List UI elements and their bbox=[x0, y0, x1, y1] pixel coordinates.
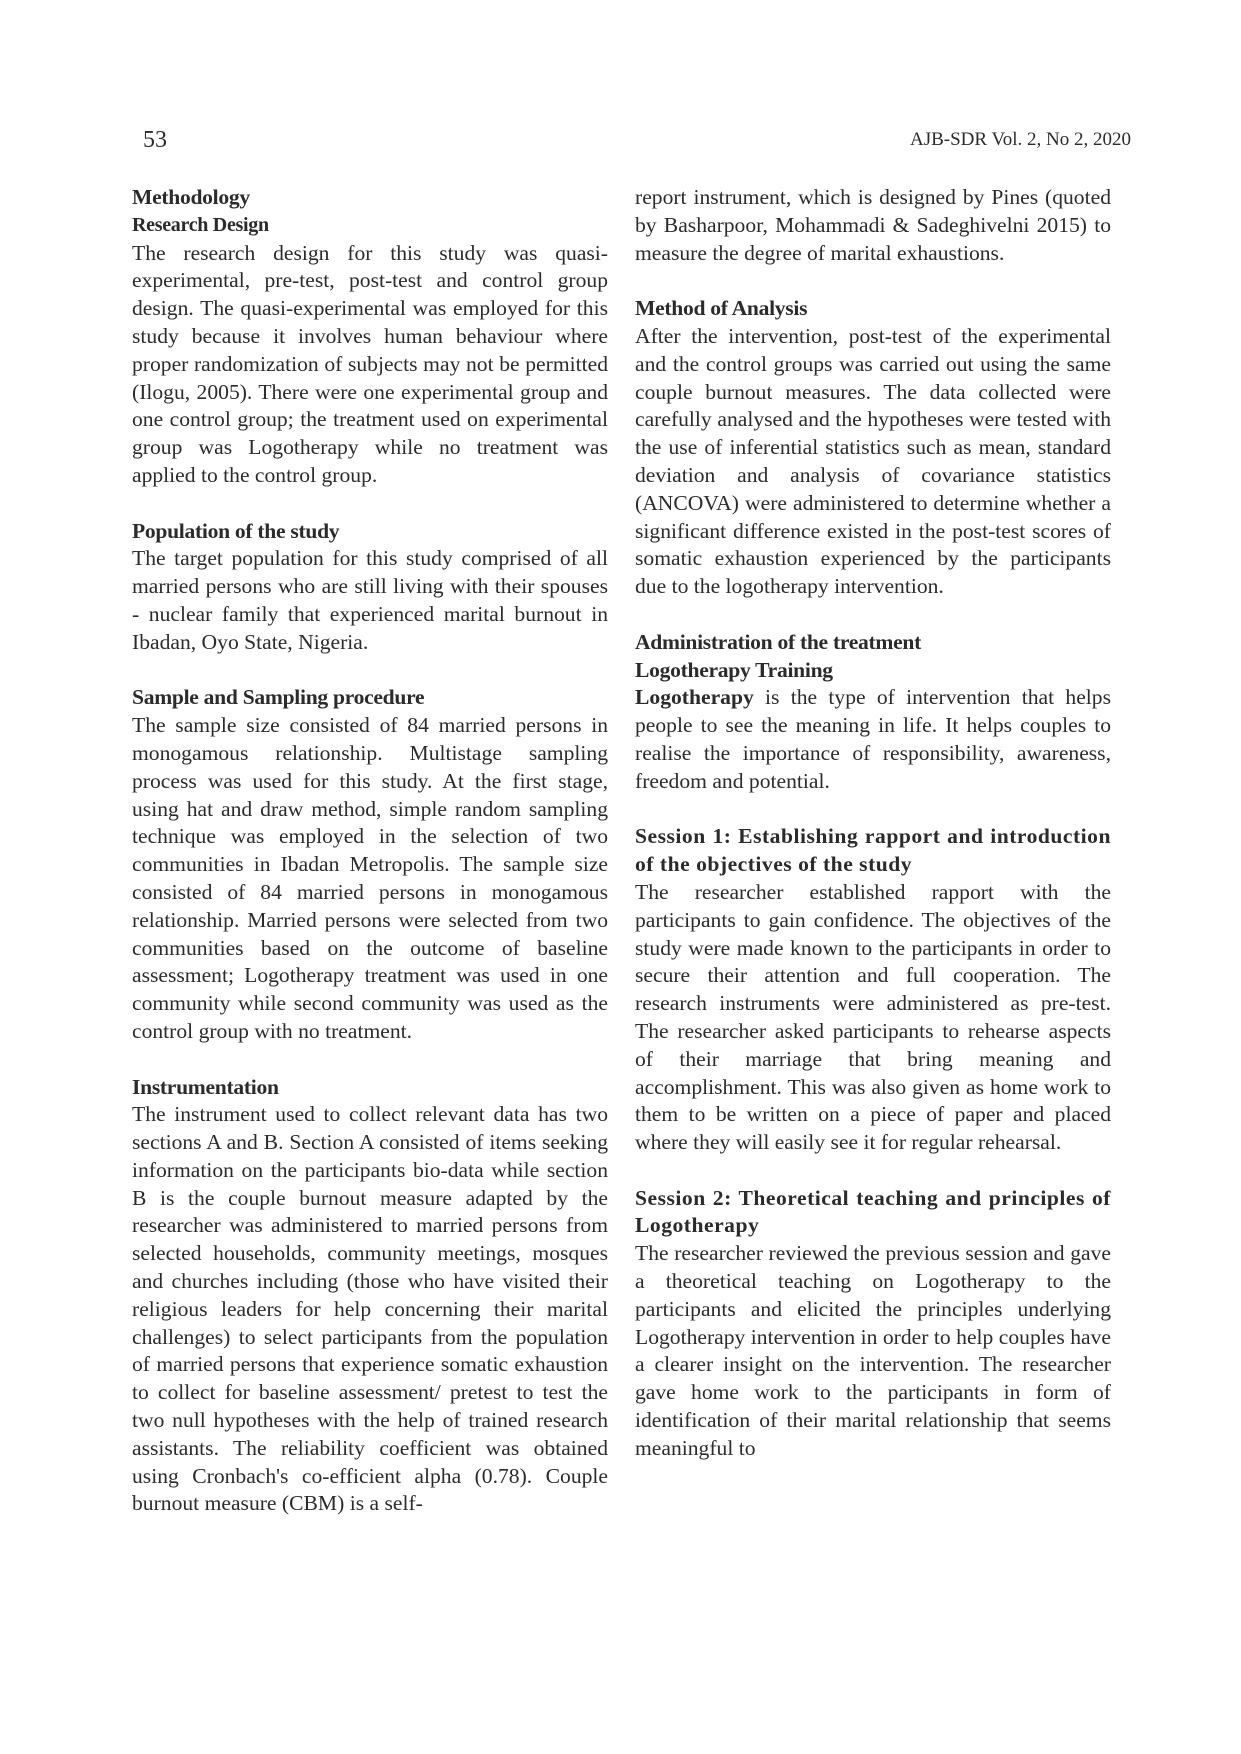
running-head: AJB-SDR Vol. 2, No 2, 2020 bbox=[909, 129, 1131, 150]
page-number: 53 bbox=[143, 127, 167, 153]
session-1-paragraph: The researcher established rapport with the participants to gain confidence. The objectives of the study were made known to the participants in order to secure their attention and full cooperation. The research instruments were administered as pre-test. The researcher asked participants to rehearse aspects of their marriage that bring meaning and accomplishment. This was also given as home work to them to be written on a piece of paper and placed where they will easily see it for regular rehearsal. bbox=[635, 879, 1111, 1155]
subheading-sample: Sample and Sampling procedure bbox=[132, 685, 425, 710]
subheading-session-2: Session 2: Theoretical teaching and principles of Logotherapy bbox=[635, 1185, 1111, 1238]
left-column bbox=[132, 184, 608, 1518]
sample-section bbox=[132, 684, 608, 1045]
sample-paragraph: The sample size consisted of 84 married persons in monogamous relationship. Multistage sampling process was used for this study. At the first stage, using hat and draw method, simple random sampling technique was employed in the selection of two communities in Ibadan Metropolis. The sample size consisted of 84 married persons in monogamous relationship. Married persons were selected from two communities based on the outcome of baseline assessment; Logotherapy treatment was used in one community while second community was used as the control group with no treatment. bbox=[132, 713, 608, 1043]
administration-section bbox=[635, 629, 1111, 796]
session-1-section bbox=[635, 823, 1111, 1157]
subheading-logotherapy-training: Logotherapy Training bbox=[635, 657, 833, 682]
subheading-administration: Administration of the treatment bbox=[635, 629, 921, 654]
population-section bbox=[132, 518, 608, 657]
logotherapy-paragraph bbox=[635, 684, 1111, 795]
subheading-session-1: Session 1: Establishing rapport and introduction of the objectives of the study bbox=[635, 824, 1111, 877]
session-2-section bbox=[635, 1185, 1111, 1463]
continuation-paragraph: report instrument, which is designed by Pines (quoted by Basharpoor, Mohammadi & Sadeghivelni 2015) to measure the degree of marital exhaustions. bbox=[635, 185, 1111, 265]
instrumentation-paragraph: The instrument used to collect relevant data has two sections A and B. Section A consisted of items seeking information on the participants bio-data while section B is the couple burnout measure adapted by the researcher was administered to married persons from selected households, community meetings, mosques and churches including (those who have visited their religious leaders for help concerning their marital challenges) to select participants from the population of married persons that experience somatic exhaustion to collect for baseline assessment/ pretest to test the two null hypotheses with the help of trained research assistants. The reliability coefficient was obtained using Cronbach's co-efficient alpha (0.78). Couple burnout measure (CBM) is a self- bbox=[132, 1102, 608, 1516]
method-of-analysis-section bbox=[635, 295, 1111, 601]
subheading-instrumentation: Instrumentation bbox=[132, 1074, 279, 1099]
logotherapy-body: is the type of intervention that helps people to see the meaning in life. It helps couples to realise the importance of responsibility, awareness, freedom and potential. bbox=[635, 685, 1111, 793]
logotherapy-lead-term: Logotherapy bbox=[635, 685, 754, 710]
population-paragraph: The target population for this study comprised of all married persons who are still living with their spouses - nuclear family that experienced marital burnout in Ibadan, Oyo State, Nigeria. bbox=[132, 546, 608, 654]
research-design-section bbox=[132, 212, 608, 490]
method-of-analysis-paragraph: After the intervention, post-test of the experimental and the control groups was carried out using the same couple burnout measures. The data collected were carefully analysed and the hypotheses were tested with the use of inferential statistics such as mean, standard deviation and analysis of covariance statistics (ANCOVA) were administered to determine whether a significant difference existed in the post-test scores of somatic exhaustion experienced by the participants due to the logotherapy intervention. bbox=[635, 323, 1111, 599]
subheading-research-design: Research Design bbox=[132, 213, 269, 236]
subheading-population: Population of the study bbox=[132, 518, 340, 543]
research-design-paragraph: The research design for this study was quasi-experimental, pre-test, post-test and control group design. The quasi-experimental was employed for this study because it involves human behaviour where proper randomization of subjects may not be permitted (Ilogu, 2005). There were one experimental group and one control group; the treatment used on experimental group was Logotherapy while no treatment was applied to the control group. bbox=[132, 240, 608, 487]
instrumentation-section bbox=[132, 1074, 608, 1519]
section-heading-methodology: Methodology bbox=[132, 185, 250, 209]
session-2-paragraph: The researcher reviewed the previous session and gave a theoretical teaching on Logotherapy to the participants and elicited the principles underlying Logotherapy intervention in order to help couples have a clearer insight on the intervention. The researcher gave home work to the participants in form of identification of their marital relationship that seems meaningful to bbox=[635, 1241, 1111, 1460]
subheading-method-of-analysis: Method of Analysis bbox=[635, 296, 808, 321]
right-column bbox=[635, 184, 1111, 1463]
